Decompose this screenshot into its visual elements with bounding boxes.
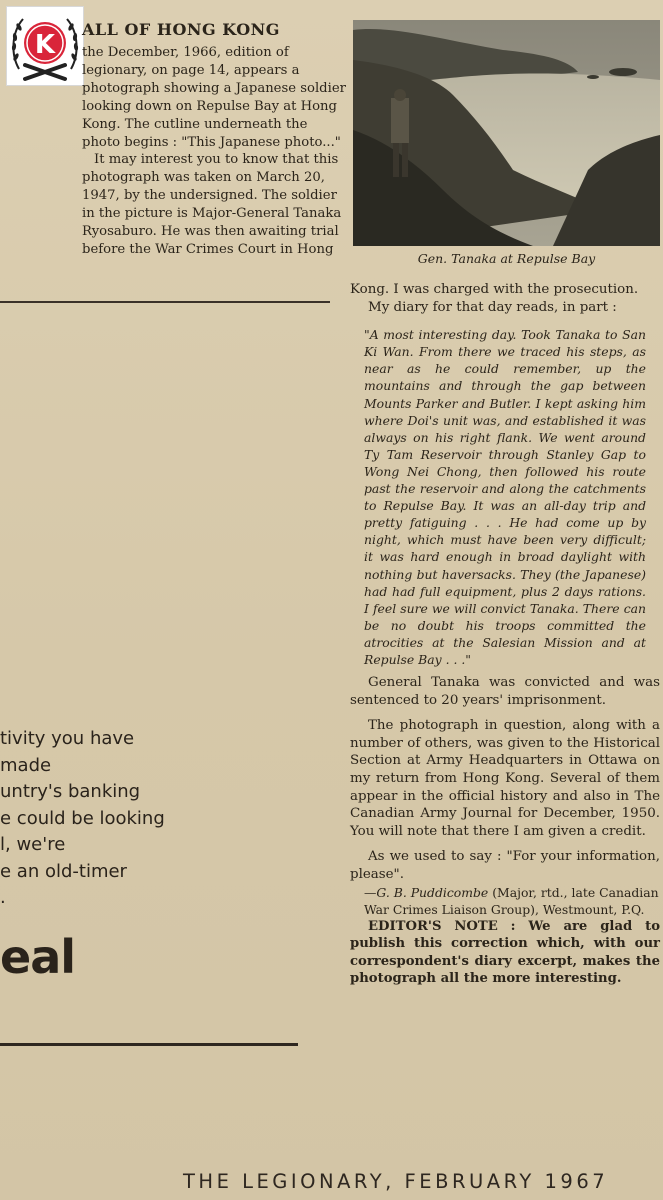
- divider-line: [0, 301, 330, 303]
- photo-caption: Gen. Tanaka at Repulse Bay: [417, 251, 596, 266]
- signature: [350, 884, 660, 918]
- paragraph-2: [82, 151, 342, 258]
- text-line: photograph was taken on March 20,: [82, 170, 325, 186]
- text-line: before the War Crimes Court in Hong: [82, 241, 334, 257]
- text-line: Kong. The cutline underneath the: [82, 116, 308, 132]
- text-line: in the picture is Major-General Tanaka: [82, 206, 342, 222]
- article-headline: ALL OF HONG KONG: [82, 20, 280, 39]
- text-line: photo begins : "This Japanese photo...": [82, 134, 341, 150]
- ad-line: untry's banking: [0, 781, 141, 802]
- text-line: legionary, on page 14, appears a: [82, 62, 300, 78]
- ad-line: e could be looking: [0, 807, 165, 829]
- signature-details: (Major, rtd., late Canadian War Crimes Liaison Group), Westmount, P.Q.: [364, 884, 659, 917]
- paragraph: My diary for that day reads, in part :: [368, 299, 617, 315]
- editor-note: EDITOR'S NOTE : We are glad to publish this correction which, with our correspondent's diary excerpt, makes the photograph all the more interesting.: [350, 918, 660, 987]
- text-line: the December, 1966, edition of: [82, 45, 289, 60]
- signature-name: —G. B. Puddicombe: [364, 884, 489, 900]
- text-line: photograph showing a Japanese soldier: [82, 80, 346, 96]
- ad-line: l, we're: [0, 834, 66, 855]
- paragraph: The photograph in question, along with a number of others, was given to the Historical Section at Army Headquarters in Ottawa on my return from Hong Kong. Several of them appear in the official history and also in The Canadian Army Journal for December, 1950. You will note that there I am given a credit.: [350, 718, 660, 839]
- text-line: looking down on Repulse Bay at Hong: [82, 98, 337, 114]
- paragraph-1: [82, 44, 346, 151]
- paragraph: Kong. I was charged with the prosecution.: [350, 282, 639, 297]
- right-column: [350, 281, 660, 988]
- repulse-bay-photo: [353, 20, 660, 246]
- ad-line: .: [0, 887, 6, 908]
- paragraph: As we used to say : "For your information, please".: [350, 849, 660, 882]
- ad-line: e an old-timer: [0, 860, 127, 882]
- left-column: [82, 44, 346, 259]
- divider-line: [0, 1043, 298, 1046]
- diary-quote: "A most interesting day. Took Tanaka to San Ki Wan. From there we traced his steps, as near as he could remember, up the mountains and through the gap between Mounts Parker and Butler. I kept asking him where Doi's unit was, and established it was always on his right flank. We went around Ty Tam Reservoir through Stanley Gap to Wong Nei Chong, then followed his route past the reservoir and along the catchments to Repulse Bay. It was an all-day trip and pretty fatiguing . . . He had come up by night, which must have been very difficult; it was hard enough in broad daylight with nothing but haversacks. They (the Japanese) had had full equipment, plus 2 days rations. I feel sure we will convict Tanaka. There can be no doubt his troops committed the atrocities at the Salesian Mission and at Repulse Bay . . .": [364, 327, 646, 667]
- text-line: Ryosaburo. He was then awaiting trial: [82, 224, 339, 240]
- page-footer: THE LEGIONARY, FEBRUARY 1967: [183, 1170, 609, 1193]
- ad-line: made: [0, 754, 52, 776]
- text-line: It may interest you to know that this: [94, 152, 339, 168]
- advertisement-text: [0, 726, 200, 912]
- text-line: 1947, by the undersigned. The soldier: [82, 188, 337, 204]
- laurel-wreath-k-logo-icon: [6, 6, 84, 86]
- paragraph: General Tanaka was convicted and was sentenced to 20 years' imprisonment.: [350, 675, 660, 708]
- advertisement-headline: eal: [0, 930, 76, 984]
- ad-line: tivity you have: [0, 728, 135, 749]
- svg-text:K: K: [34, 30, 56, 60]
